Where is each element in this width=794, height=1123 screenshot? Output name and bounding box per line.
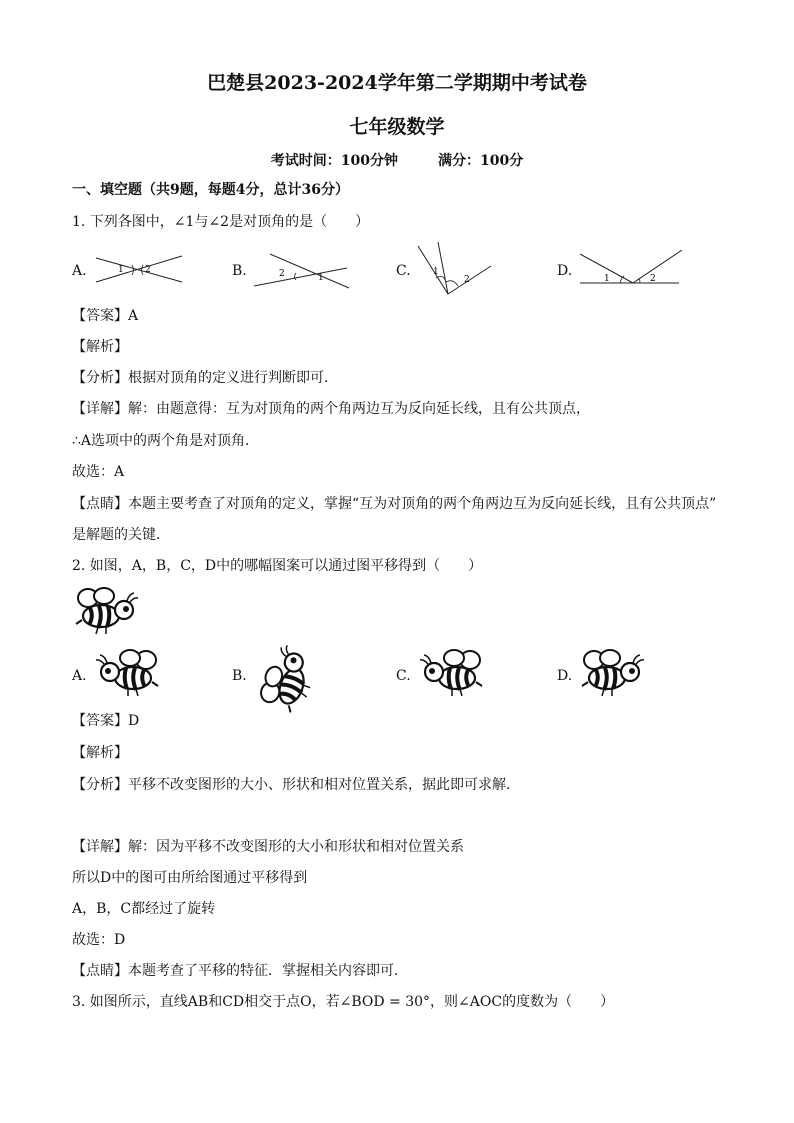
- exam-info: [0, 150, 794, 170]
- q1-figure-b: [252, 248, 352, 290]
- q1-fenxi: 【分析】根据对顶角的定义进行判断即可．: [72, 370, 338, 386]
- q2-detail-line3: A，B，C都经过了旋转: [72, 901, 216, 917]
- q2-detail: 【详解】解：因为平移不改变图形的大小和形状和相对位置关系: [72, 839, 464, 855]
- q2-stem: 2. 如图，A，B，C，D中的哪幅图案可以通过图平移得到（ ）: [72, 558, 483, 574]
- q1c-label-2: 2: [464, 275, 470, 285]
- q2-option-c: C.: [396, 668, 411, 684]
- q2-choose: 故选：D: [72, 932, 126, 948]
- q2-option-a: A.: [72, 668, 87, 684]
- q2-original-bee: [74, 588, 140, 638]
- q2-bee-b: [252, 646, 312, 704]
- q2-bee-c: [416, 648, 486, 698]
- exam-title: 巴楚县2023-2024学年第二学期期中考试卷: [207, 72, 587, 94]
- q2-analysis: 【解析】: [72, 745, 128, 761]
- q1-figure-d: [578, 248, 682, 288]
- q2-detail-line2: 所以D中的图可由所给图通过平移得到: [72, 870, 308, 886]
- q1-option-a: A.: [72, 263, 87, 279]
- q1-analysis: 【解析】: [72, 339, 128, 355]
- q2-comment: 【点睛】本题考查了平移的特征．掌握相关内容即可．: [72, 963, 408, 979]
- exam-score: 满分：100分: [438, 153, 524, 169]
- q1-figure-c: [416, 240, 496, 296]
- q1-comment-line1: 【点睛】本题主要考查了对顶角的定义，掌握“互为对顶角的两个角两边互为反向延长线，且有公共顶点”: [72, 496, 717, 512]
- q2-bee-d: [580, 650, 646, 700]
- q1d-label-2: 2: [650, 274, 656, 284]
- q1-option-b: B.: [232, 263, 247, 279]
- q2-fenxi: 【分析】平移不改变图形的大小、形状和相对位置关系，据此即可求解．: [72, 777, 520, 793]
- q1-figure-a: [94, 250, 184, 286]
- section-heading: 一、填空题（共9题，每题4分，总计36分）: [72, 182, 349, 198]
- q1c-label-1: 1: [433, 267, 439, 277]
- q1-answer: 【答案】A: [72, 308, 139, 324]
- q1-stem: 1. 下列各图中，∠1与∠2是对顶角的是（ ）: [72, 214, 370, 230]
- q1a-label-2: 2: [145, 265, 151, 275]
- q1-detail: 【详解】解：由题意得：互为对顶角的两个角两边互为反向延长线，且有公共顶点，: [72, 401, 590, 417]
- q1-option-d: D.: [557, 263, 573, 279]
- q1b-label-1: 1: [318, 273, 324, 283]
- q1-option-c: C.: [396, 263, 411, 279]
- q1-choose: 故选：A: [72, 464, 125, 480]
- q1a-label-1: 1: [118, 265, 124, 275]
- q1-comment-line2: 是解题的关键．: [72, 527, 170, 543]
- exam-subject: 七年级数学: [349, 116, 445, 138]
- q1d-label-1: 1: [604, 274, 610, 284]
- q2-option-b: B.: [232, 668, 247, 684]
- q1b-label-2: 2: [279, 269, 285, 279]
- q2-answer: 【答案】D: [72, 713, 140, 729]
- q3-stem: 3. 如图所示，直线AB和CD相交于点O，若∠BOD = 30°，则∠AOC的度数为（ ）: [72, 994, 615, 1010]
- q2-option-d: D.: [557, 668, 573, 684]
- exam-time: 考试时间：100分钟: [270, 153, 398, 169]
- q1-therefore: ∴A选项中的两个角是对顶角．: [72, 433, 260, 449]
- q2-bee-a: [94, 650, 160, 700]
